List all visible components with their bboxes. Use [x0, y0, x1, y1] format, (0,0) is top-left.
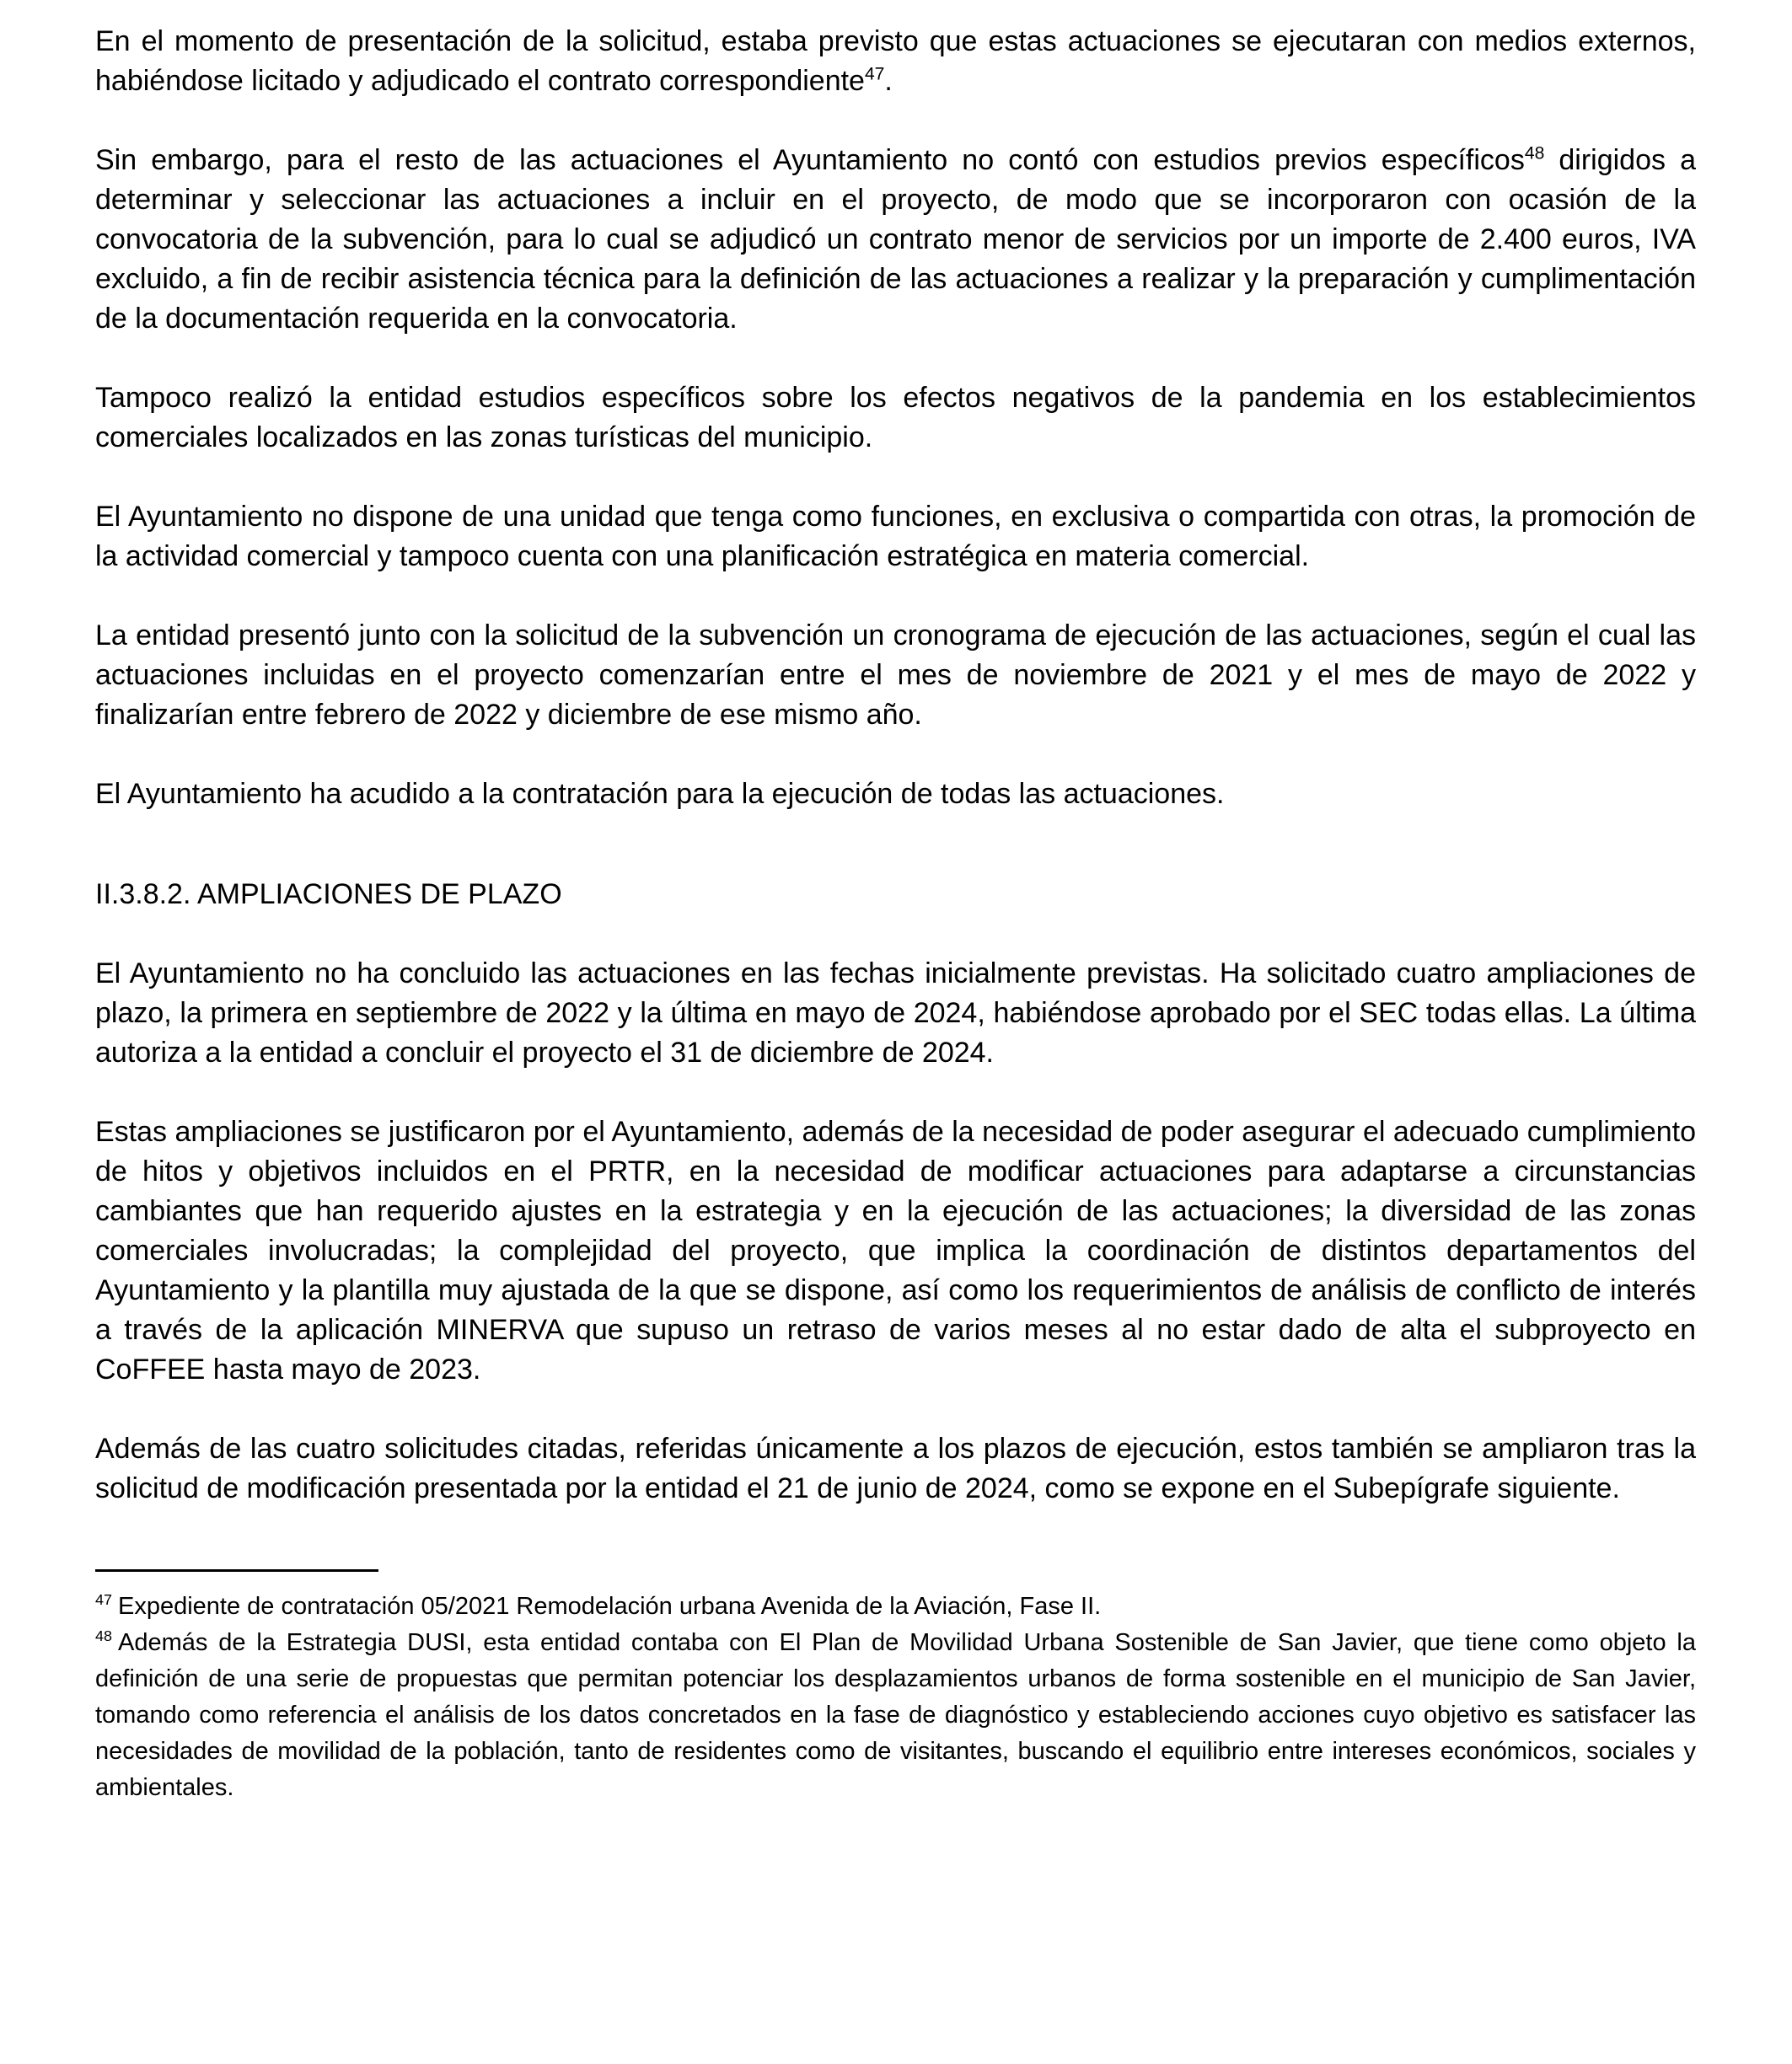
footnote-number: 47 [95, 1591, 112, 1609]
paragraph [95, 141, 1696, 339]
footnote-ref: 47 [864, 64, 885, 84]
footnote [95, 1625, 1696, 1806]
paragraph [95, 775, 1696, 814]
text-run: El Ayuntamiento no dispone de una unidad que tenga como funciones, en exclusiva o compartida con otras, la promoción de la actividad comercial y tampoco cuenta con una planificación estratégica en materia comercial. [95, 501, 1696, 572]
text-run: El Ayuntamiento ha acudido a la contratación para la ejecución de todas las actuaciones. [95, 778, 1225, 810]
footnote [95, 1589, 1696, 1625]
footnote-text: Además de la Estrategia DUSI, esta entidad contaba con El Plan de Movilidad Urbana Sostenible de San Javier, que tiene como objeto la definición de una serie de propuestas que permitan potenciar los desplazamientos urbanos de forma sostenible en el municipio de San Javier, tomando como referencia el análisis de los datos concretados en la fase de diagnóstico y estableciendo acciones cuyo objetivo es satisfacer las necesidades de movilidad de la población, tanto de residentes como de visitantes, buscando el equilibrio entre intereses económicos, sociales y ambientales. [95, 1629, 1696, 1801]
text-run: Estas ampliaciones se justificaron por el Ayuntamiento, además de la necesidad de poder asegurar el adecuado cumplimiento de hitos y objetivos incluidos en el PRTR, en la necesidad de modificar actuaciones para adaptarse a circunstancias cambiantes que han requerido ajustes en la estrategia y en la ejecución de las actuaciones; la diversidad de las zonas comerciales involucradas; la complejidad del proyecto, que implica la coordinación de distintos departamentos del Ayuntamiento y la plantilla muy ajustada de la que se dispone, así como los requerimientos de análisis de conflicto de interés a través de la aplicación MINERVA que supuso un retraso de varios meses al no estar dado de alta el subproyecto en CoFFEE hasta mayo de 2023. [95, 1116, 1696, 1386]
text-run: II.3.8.2. AMPLIACIONES DE PLAZO [95, 878, 562, 910]
text-run: . [884, 65, 893, 97]
paragraph [95, 497, 1696, 576]
document-body [95, 22, 1696, 1509]
paragraph [95, 954, 1696, 1073]
footnote-ref: 48 [1524, 143, 1545, 164]
paragraph [95, 1112, 1696, 1390]
footnote-text: Expediente de contratación 05/2021 Remodelación urbana Avenida de la Aviación, Fase II. [118, 1593, 1102, 1620]
paragraph [95, 1429, 1696, 1509]
section-heading [95, 875, 1696, 914]
paragraph [95, 22, 1696, 101]
text-run: Tampoco realizó la entidad estudios específicos sobre los efectos negativos de la pandemia en los establecimientos comerciales localizados en las zonas turísticas del municipio. [95, 382, 1696, 453]
text-run: El Ayuntamiento no ha concluido las actuaciones en las fechas inicialmente previstas. Ha solicitado cuatro ampliaciones de plazo, la primera en septiembre de 2022 y la última en mayo de 2024, habiéndose aprobado por el SEC todas ellas. La última autoriza a la entidad a concluir el proyecto el 31 de diciembre de 2024. [95, 957, 1696, 1069]
footnote-number: 48 [95, 1627, 112, 1645]
text-run: La entidad presentó junto con la solicitud de la subvención un cronograma de ejecución de las actuaciones, según el cual las actuaciones incluidas en el proyecto comenzarían entre el mes de noviembre de 2021 y el mes de mayo de 2022 y finalizarían entre febrero de 2022 y diciembre de ese mismo año. [95, 619, 1696, 731]
text-run: dirigidos a determinar y seleccionar las actuaciones a incluir en el proyecto, de modo que se incorporaron con ocasión de la convocatoria de la subvención, para lo cual se adjudicó un contrato menor de servicios por un importe de 2.400 euros, IVA excluido, a fin de recibir asistencia técnica para la definición de las actuaciones a realizar y la preparación y cumplimentación de la documentación requerida en la convocatoria. [95, 144, 1696, 335]
text-run: Además de las cuatro solicitudes citadas, referidas únicamente a los plazos de ejecución, estos también se ampliaron tras la solicitud de modificación presentada por la entidad el 21 de junio de 2024, como se expone en el Subepígrafe siguiente. [95, 1433, 1696, 1504]
footnotes-section [95, 1589, 1696, 1806]
text-run: Sin embargo, para el resto de las actuaciones el Ayuntamiento no contó con estudios previos específicos [95, 144, 1525, 176]
paragraph [95, 616, 1696, 735]
paragraph [95, 378, 1696, 458]
footnote-separator [95, 1569, 378, 1572]
text-run: En el momento de presentación de la solicitud, estaba previsto que estas actuaciones se ejecutaran con medios externos, habiéndose licitado y adjudicado el contrato correspondiente [95, 25, 1696, 97]
